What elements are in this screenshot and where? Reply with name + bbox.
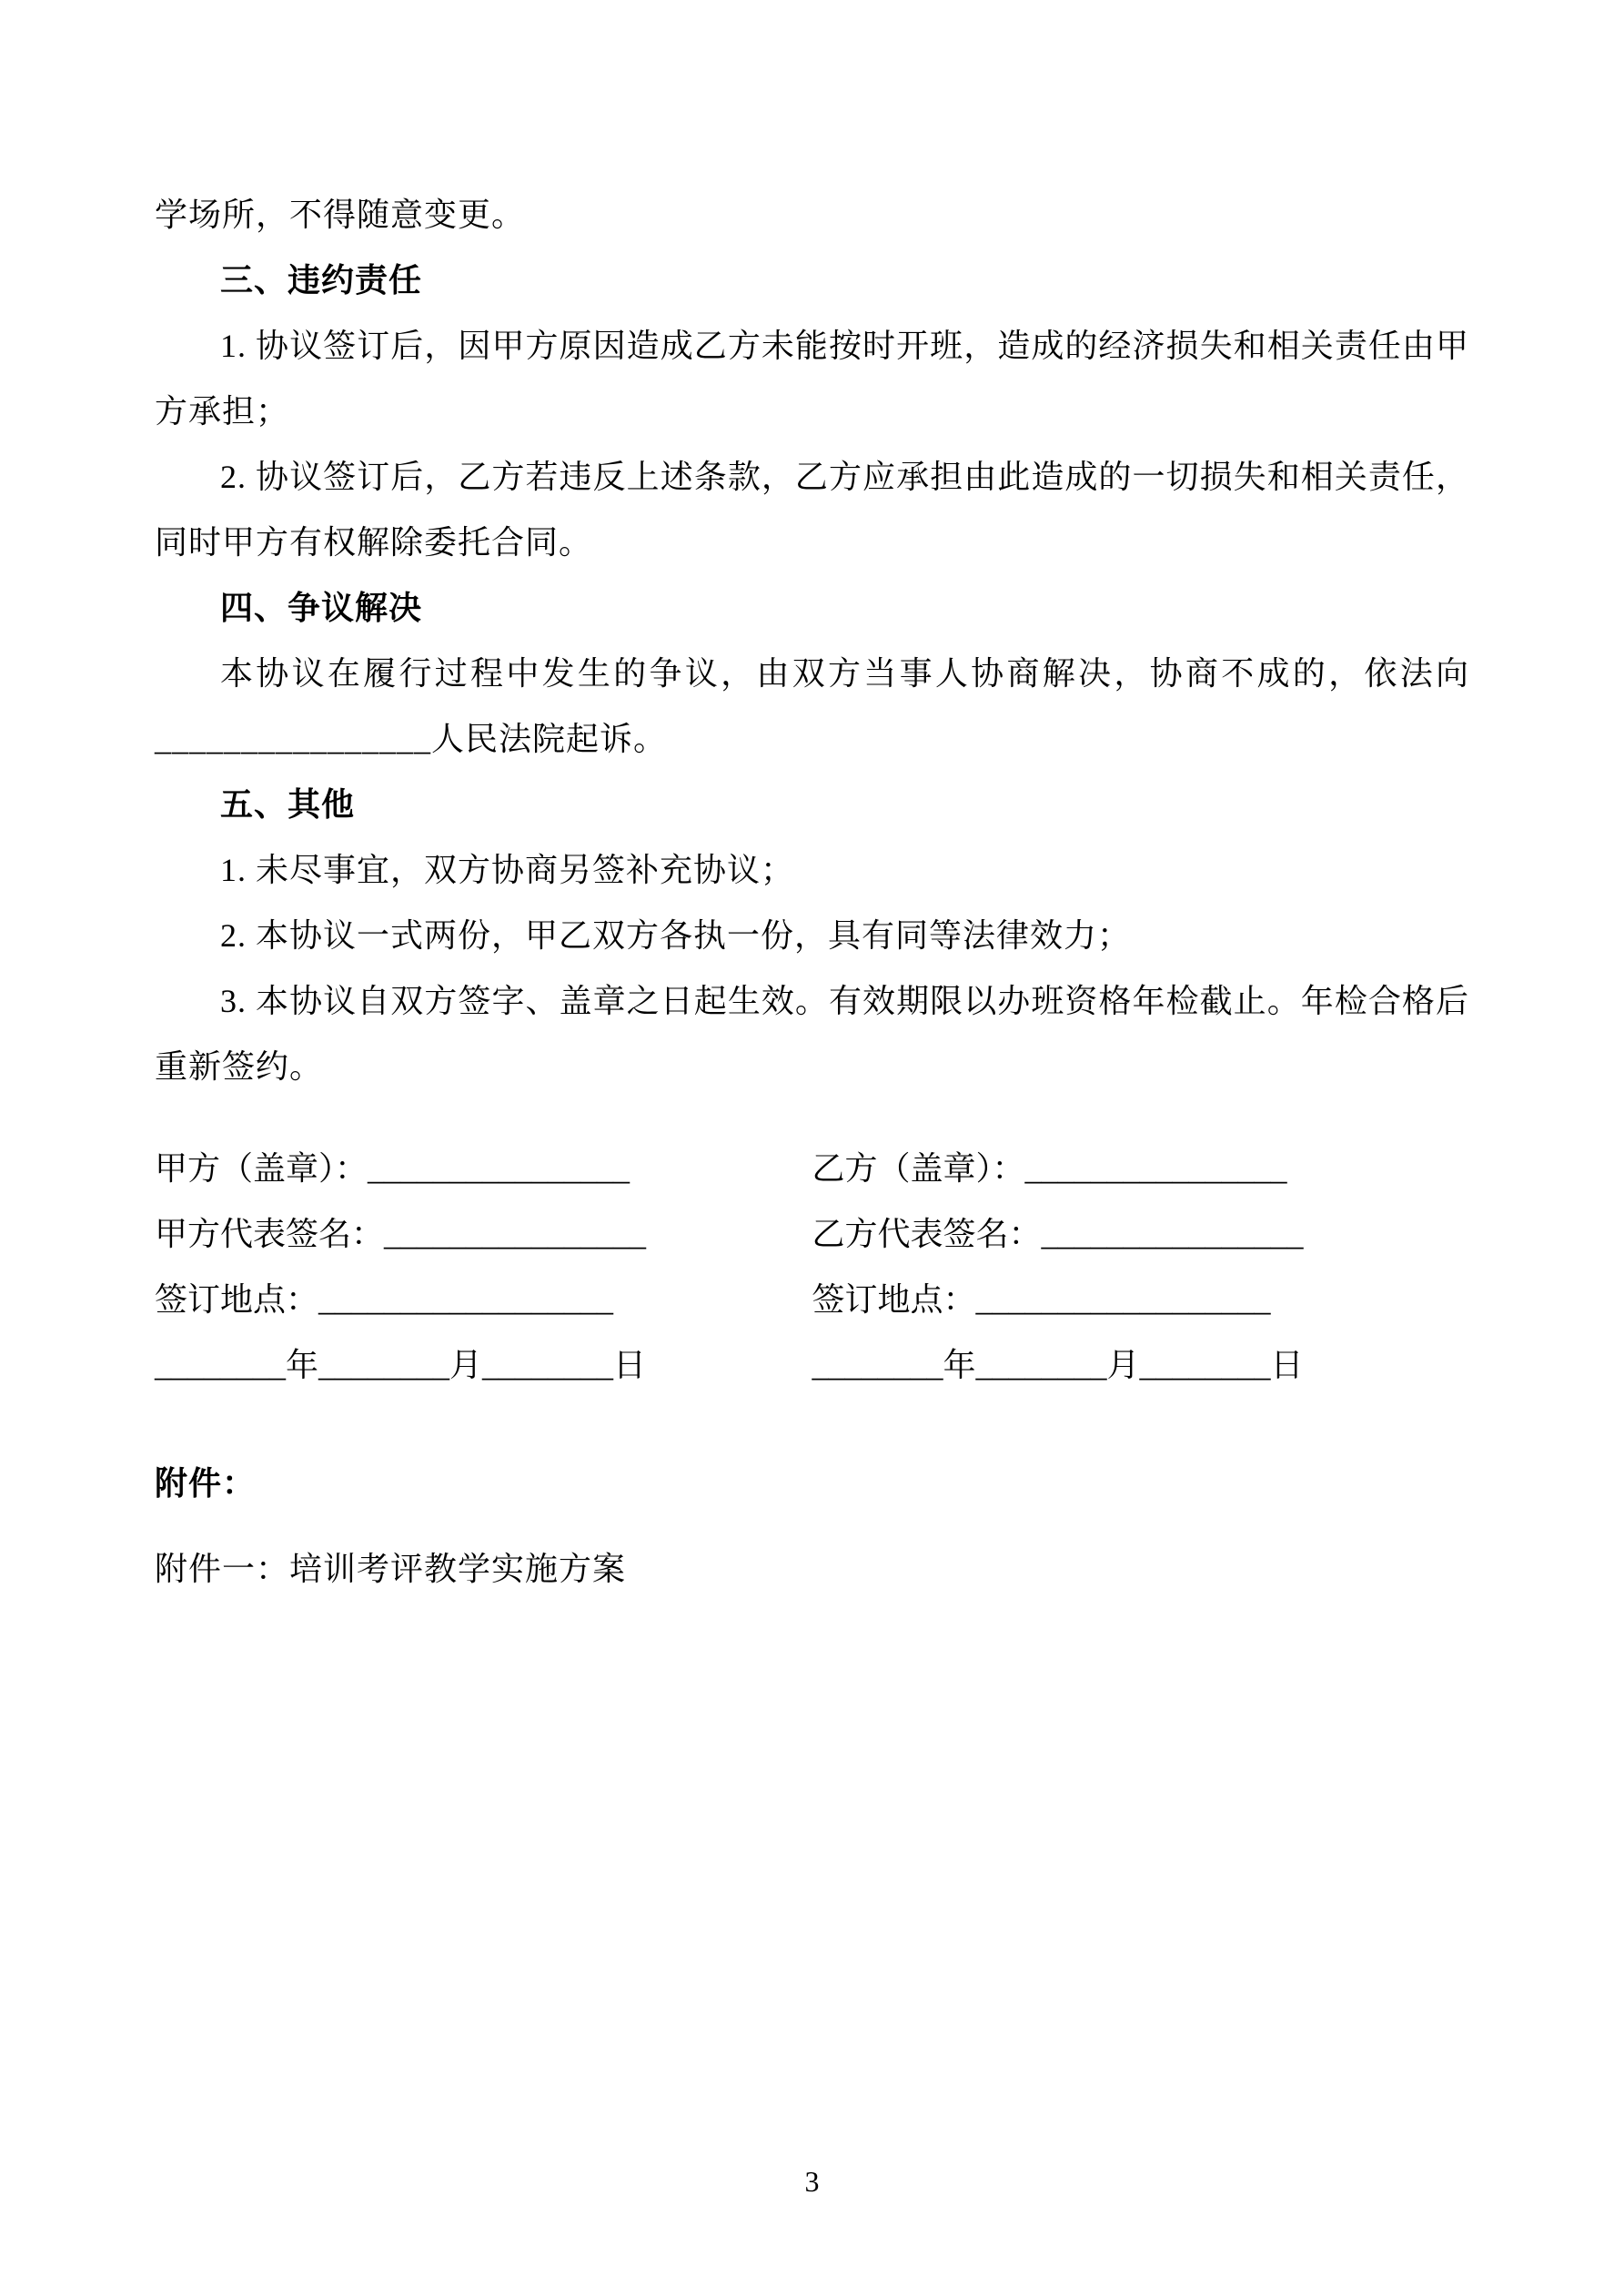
attachments-section [155, 1451, 1469, 1602]
party-a-date-line: ________年________月________日 [155, 1347, 646, 1383]
signature-row-location [155, 1267, 1469, 1332]
section-heading-others: 五、其他 [220, 786, 356, 823]
party-a-representative-line: 甲方代表签名：________________ [155, 1216, 647, 1252]
section-heading-dispute-resolution: 四、争议解决 [220, 590, 423, 626]
paragraph-continuation: 学场所，不得随意变更。 [155, 197, 526, 233]
party-b-location-line: 签订地点：__________________ [812, 1281, 1271, 1318]
contract-body [155, 182, 1469, 1602]
signature-row-seal [155, 1136, 1469, 1201]
signature-row-representative [155, 1201, 1469, 1267]
clause-dispute: 本协议在履行过程中发生的争议，由双方当事人协商解决，协商不成的，依法向________________人民法院起诉。 [155, 655, 1469, 757]
party-a-location-line: 签订地点：__________________ [155, 1281, 614, 1318]
section-heading-breach-liability: 三、违约责任 [220, 262, 423, 298]
attachment-item-1: 附件一：培训考评教学实施方案 [155, 1551, 627, 1587]
signature-row-date [155, 1332, 1469, 1398]
page-number: 3 [804, 2165, 820, 2198]
party-b-representative-line: 乙方代表签名：________________ [812, 1216, 1304, 1252]
clause-breach-1: 1. 协议签订后，因甲方原因造成乙方未能按时开班，造成的经济损失和相关责任由甲方承担； [155, 328, 1469, 430]
clause-others-2: 2. 本协议一式两份，甲乙双方各执一份，具有同等法律效力； [220, 917, 1132, 954]
signature-block [155, 1136, 1469, 1398]
clause-others-1: 1. 未尽事宜，双方协商另签补充协议； [220, 852, 795, 888]
clause-breach-2: 2. 协议签订后，乙方若违反上述条款，乙方应承担由此造成的一切损失和相关责任，同时甲方有权解除委托合同。 [155, 459, 1469, 561]
party-a-seal-line: 甲方（盖章）：________________ [155, 1150, 630, 1187]
clause-others-3: 3. 本协议自双方签字、盖章之日起生效。有效期限以办班资格年检截止。年检合格后重新签约。 [155, 983, 1469, 1085]
party-b-seal-line: 乙方（盖章）：________________ [812, 1150, 1287, 1187]
party-b-date-line: ________年________月________日 [812, 1347, 1304, 1383]
attachments-heading: 附件： [155, 1465, 257, 1502]
